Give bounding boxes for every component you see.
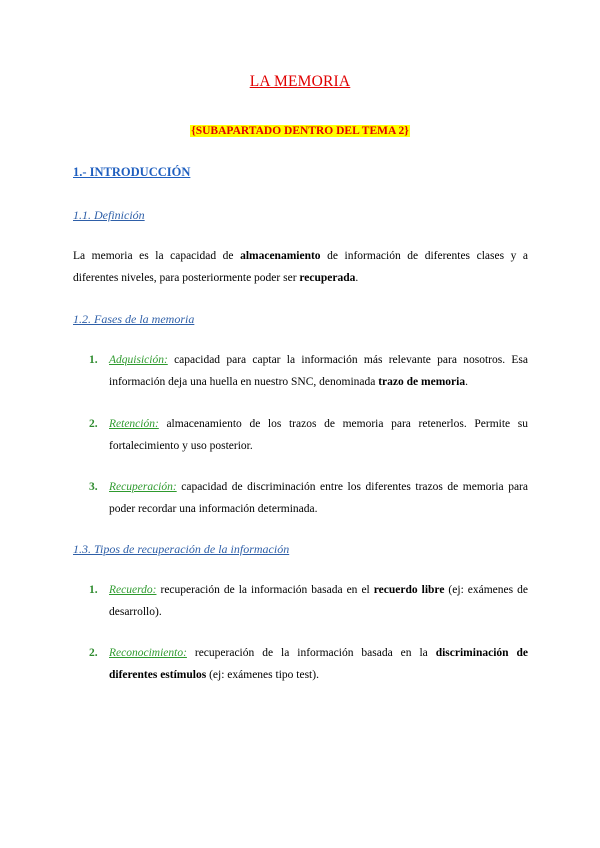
item-text: almacenamiento de los trazos de memoria para retenerlos. Permite su fortalecimiento y uso posterior. <box>109 418 528 452</box>
term-adquisicion: Adquisición: <box>109 354 168 366</box>
item-text: capacidad para captar la información más relevante para nosotros. Esa información deja una huella en nuestro SNC, denominada <box>109 354 528 388</box>
subheading-fases: 1.2. Fases de la memoria <box>73 312 195 326</box>
item-bold: recuerdo libre <box>373 584 445 596</box>
item-end: (ej: exámenes de desarrollo). <box>109 584 528 618</box>
page-title: LA MEMORIA <box>249 73 351 90</box>
list-item <box>89 642 528 686</box>
list-number: 1. <box>89 584 98 596</box>
list-item <box>89 579 528 623</box>
list-item <box>89 413 528 457</box>
subtitle-container <box>0 121 600 139</box>
definition-bold-recuperada: recuperada <box>299 272 356 284</box>
subtitle-highlight: {SUBAPARTADO DENTRO DEL TEMA 2} <box>191 125 409 137</box>
item-bold: trazo de memoria <box>378 376 466 388</box>
list-number: 2. <box>89 418 98 430</box>
list-number: 3. <box>89 481 98 493</box>
term-reconocimiento: Reconocimiento: <box>109 647 187 659</box>
subheading-definicion: 1.1. Definición <box>73 208 145 222</box>
section-heading-introduccion: 1.- INTRODUCCIÓN <box>73 165 191 179</box>
item-text: recuperación de la información basada en la <box>186 647 436 659</box>
item-end: (ej: exámenes tipo test). <box>206 669 319 681</box>
definition-bold-almacenamiento: almacenamiento <box>240 250 321 262</box>
definition-text-1: La memoria es la capacidad de <box>73 250 241 262</box>
definition-paragraph <box>73 245 528 289</box>
subheading-tipos: 1.3. Tipos de recuperación de la información <box>73 542 290 556</box>
list-item <box>89 349 528 393</box>
term-recuperacion: Recuperación: <box>109 481 177 493</box>
list-number: 1. <box>89 354 98 366</box>
item-end: . <box>465 376 468 388</box>
list-number: 2. <box>89 647 98 659</box>
item-text: recuperación de la información basada en el <box>156 584 374 596</box>
list-item <box>89 476 528 520</box>
item-bold: discriminación de diferentes estímulos <box>109 647 528 681</box>
definition-text-3: . <box>355 272 359 284</box>
term-recuerdo: Recuerdo: <box>109 584 157 596</box>
item-text: capacidad de discriminación entre los diferentes trazos de memoria para poder recordar una información determinada. <box>109 481 528 515</box>
term-retencion: Retención: <box>109 418 159 430</box>
definition-text-2: de información de diferentes clases y a diferentes niveles, para posteriormente poder ser <box>73 250 529 284</box>
